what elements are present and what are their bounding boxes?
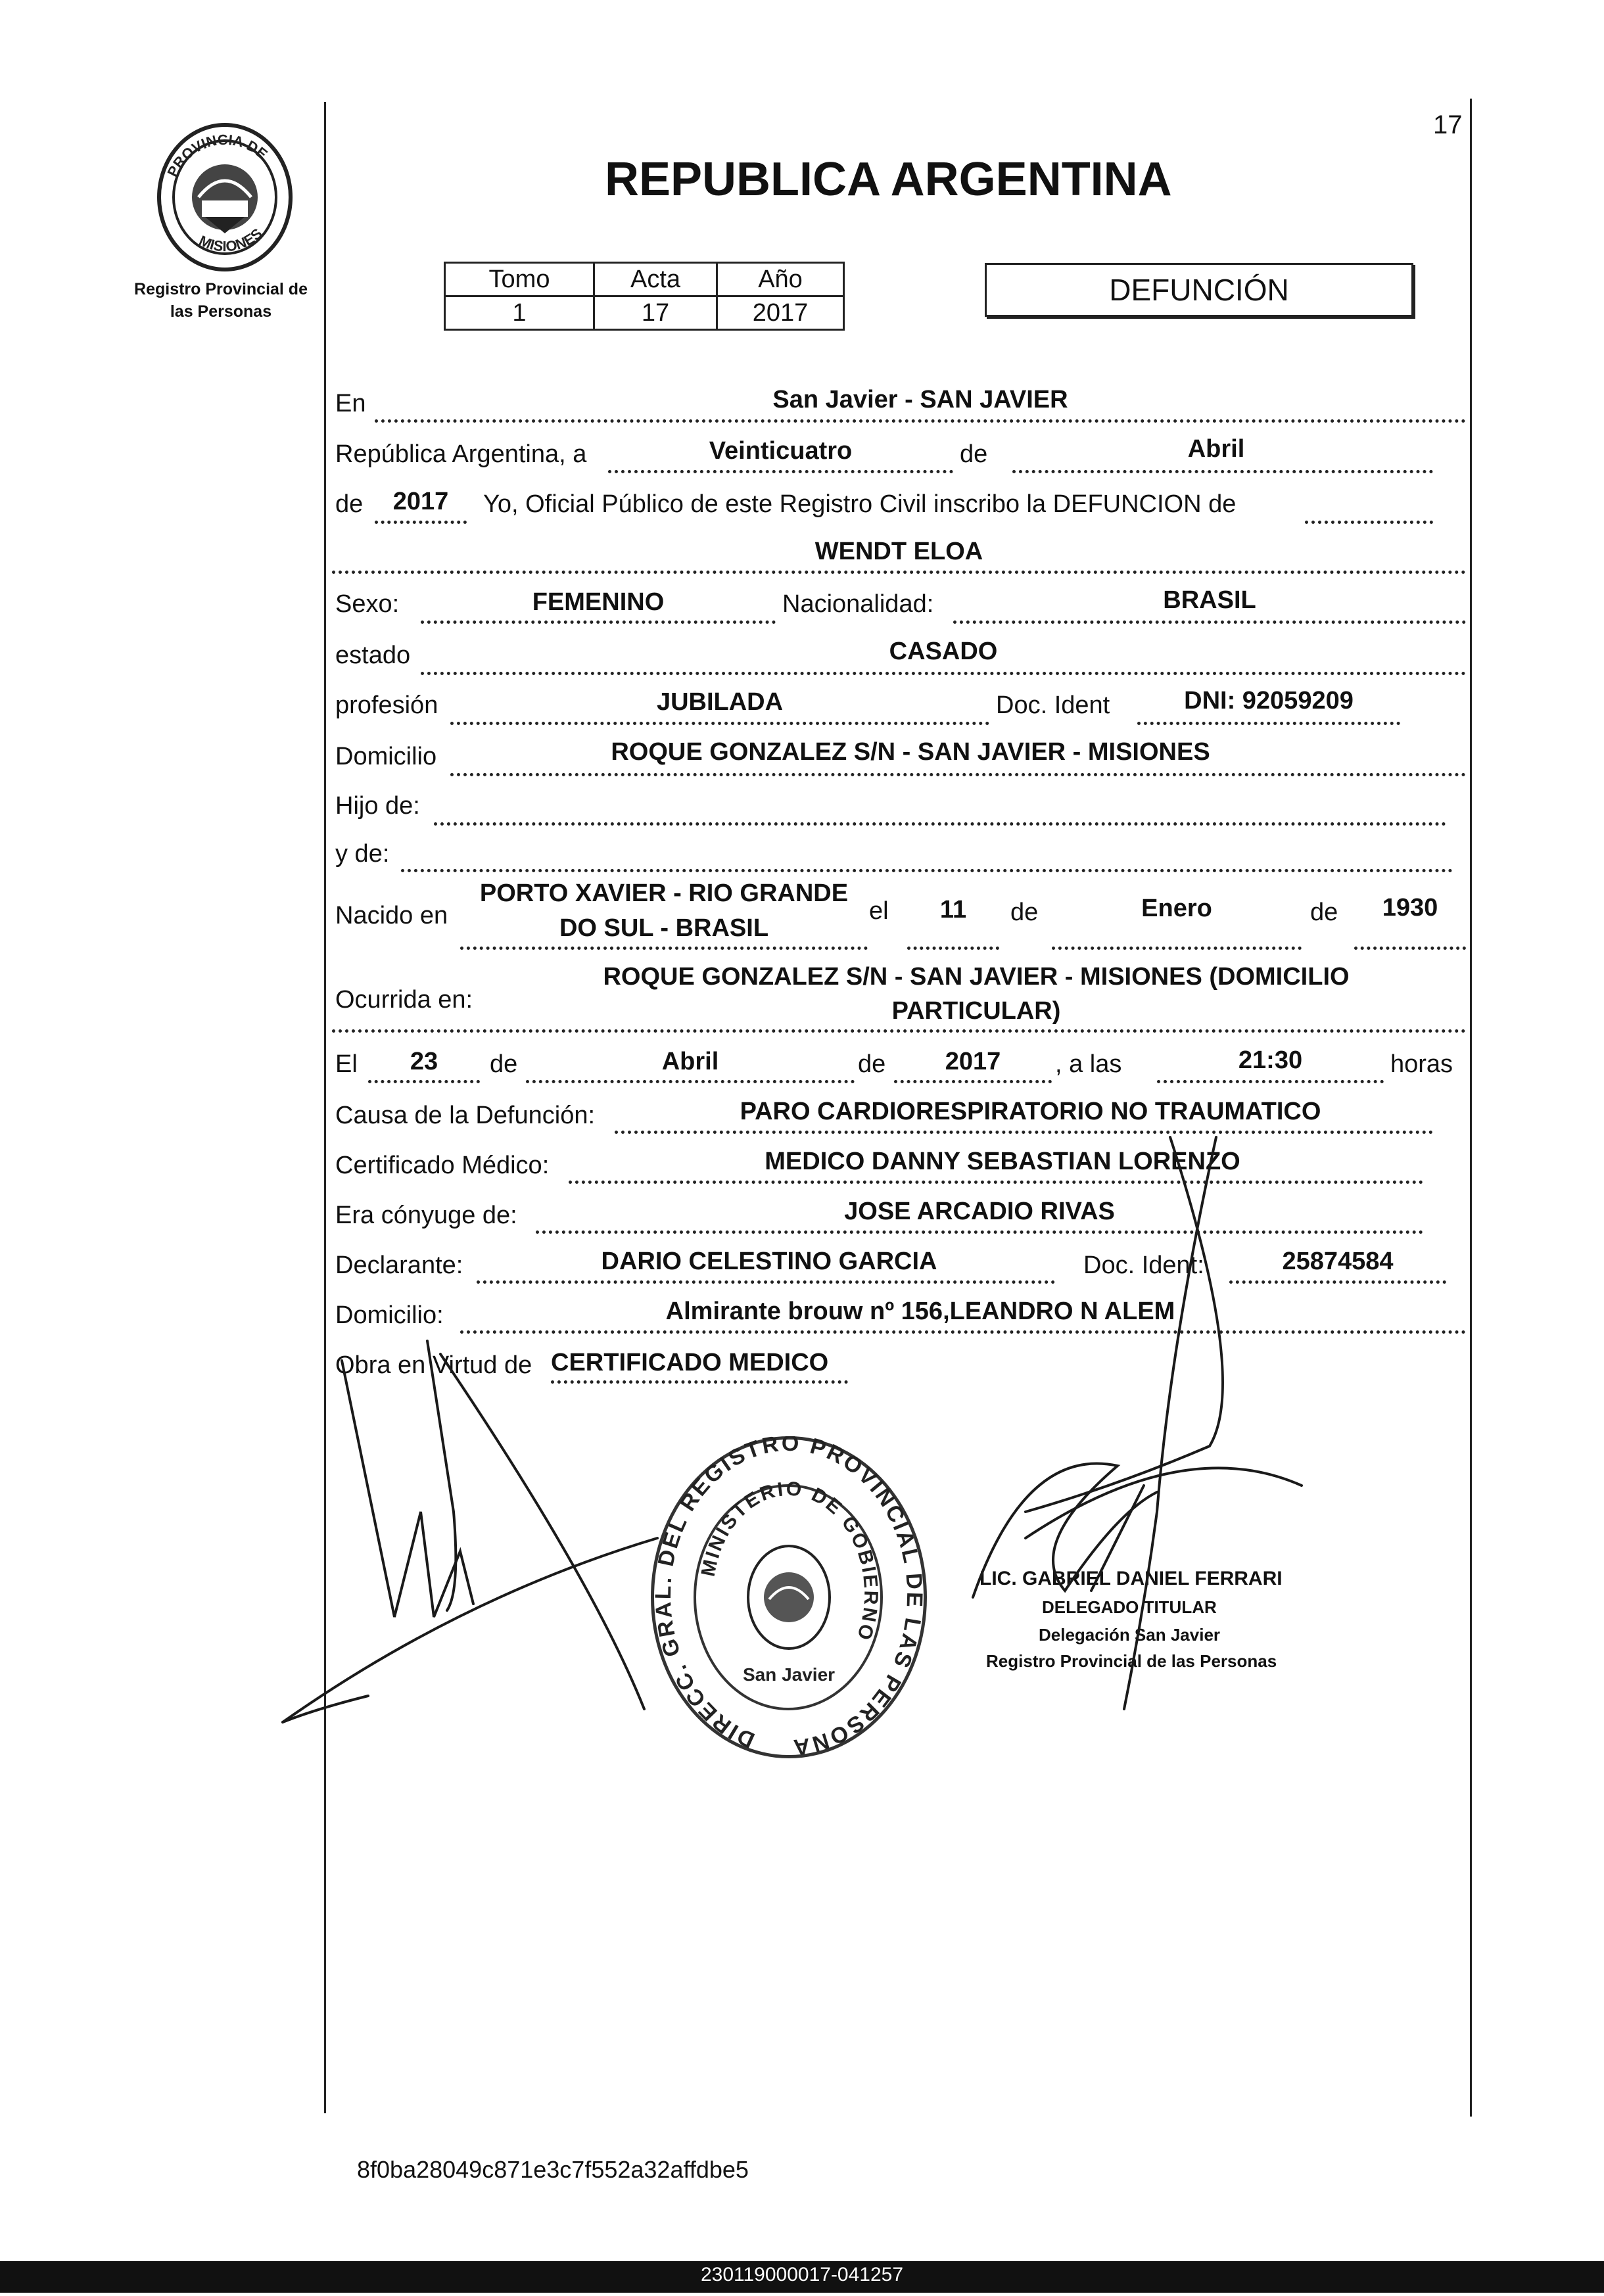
value-dni: DNI: 92059209 <box>1184 687 1354 715</box>
emblem-caption-1: Registro Provincial de <box>134 280 308 298</box>
svg-text:PROVINCIA DE: PROVINCIA DE <box>164 131 271 179</box>
value-estado: CASADO <box>889 638 998 665</box>
dots-nac-dia <box>907 947 999 950</box>
officer-registry: Registro Provincial de las Personas <box>986 1651 1277 1671</box>
dots-def-dia <box>368 1080 480 1083</box>
emblem-caption-2: las Personas <box>170 302 272 321</box>
table-header-tomo: Tomo <box>445 263 594 296</box>
label-hijo-de: Hijo de: <box>335 792 420 820</box>
left-margin-line <box>324 102 326 2113</box>
dots-causa <box>615 1131 1433 1134</box>
dots-sexo <box>421 621 776 624</box>
officer-office: Delegación San Javier <box>1039 1625 1221 1645</box>
value-def-hora: 21:30 <box>1238 1046 1303 1074</box>
value-declarante-domicilio: Almirante brouw nº 156,LEANDRO N ALEM <box>665 1298 1175 1325</box>
label-nacido-en: Nacido en <box>335 902 448 929</box>
table-value-tomo: 1 <box>445 296 594 330</box>
label-el-cap: El <box>335 1050 358 1078</box>
right-margin-line <box>1470 99 1472 2117</box>
table-value-anio: 2017 <box>717 296 844 330</box>
table-value-acta: 17 <box>594 296 717 330</box>
label-domicilio-declarante: Domicilio: <box>335 1301 444 1329</box>
value-declarante-doc: 25874584 <box>1282 1248 1394 1275</box>
footer-code: 230119000017-041257 <box>700 2264 904 2285</box>
label-en: En <box>335 390 366 417</box>
dots-dia-letras <box>608 470 953 473</box>
label-de-def-1: de <box>490 1050 518 1078</box>
dots-def-anio <box>894 1080 1052 1083</box>
label-doc-ident: Doc. Ident <box>996 691 1110 719</box>
province-emblem <box>146 118 304 276</box>
label-ocurrida-en: Ocurrida en: <box>335 986 473 1014</box>
label-sexo: Sexo: <box>335 590 400 618</box>
value-certificado: MEDICO DANNY SEBASTIAN LORENZO <box>765 1148 1240 1175</box>
dots-declarante-domicilio <box>460 1330 1466 1334</box>
value-def-anio: 2017 <box>945 1048 1001 1075</box>
label-a-las: , a las <box>1055 1050 1122 1078</box>
document-hash: 8f0ba28049c871e3c7f552a32affdbe5 <box>357 2156 749 2183</box>
dots-certificado <box>569 1181 1423 1184</box>
dots-y-de <box>401 869 1453 872</box>
label-declarante: Declarante: <box>335 1252 463 1279</box>
value-profesion: JUBILADA <box>656 688 784 716</box>
table-header-anio: Año <box>717 263 844 296</box>
value-nac-anio: 1930 <box>1382 894 1438 922</box>
dots-anio <box>375 521 467 524</box>
label-estado: estado <box>335 642 411 669</box>
label-de-nac-1: de <box>1010 899 1039 926</box>
label-profesion: profesión <box>335 691 438 719</box>
value-nac-dia: 11 <box>939 896 967 924</box>
value-def-mes: Abril <box>661 1048 719 1075</box>
dots-domicilio <box>450 773 1466 776</box>
dots-nacionalidad <box>953 621 1466 624</box>
dots-ocurrida <box>332 1029 1466 1033</box>
label-de-1: de <box>960 440 988 468</box>
dots-mes <box>1012 470 1433 473</box>
label-y-de: y de: <box>335 840 390 868</box>
value-declarante: DARIO CELESTINO GARCIA <box>601 1248 937 1275</box>
dots-def-mes <box>526 1080 855 1083</box>
value-domicilio: ROQUE GONZALEZ S/N - SAN JAVIER - MISIONES <box>611 738 1210 766</box>
label-de-def-2: de <box>858 1050 886 1078</box>
dots-conyuge <box>536 1230 1423 1234</box>
value-def-dia: 23 <box>410 1048 438 1075</box>
label-doc-ident-declarante: Doc. Ident: <box>1083 1252 1204 1279</box>
value-lugar: San Javier - SAN JAVIER <box>772 386 1068 413</box>
dots-oficial-end <box>1305 521 1433 524</box>
dots-nac-mes <box>1052 947 1302 950</box>
svg-text:DIRECC. GRAL. DEL REGISTRO PRO: DIRECC. GRAL. DEL REGISTRO PROVINCIAL DE LAS PERSONA <box>651 1436 927 1758</box>
dots-declarante <box>477 1280 1055 1284</box>
label-el: el <box>869 897 889 925</box>
value-nacido-line2: DO SUL - BRASIL <box>559 914 769 942</box>
label-oficial-text: Yo, Oficial Público de este Registro Civil inscribo la DEFUNCION de <box>483 490 1237 518</box>
label-horas: horas <box>1390 1050 1453 1078</box>
page-title: REPUBLICA ARGENTINA <box>605 153 1172 206</box>
value-dia-letras: Veinticuatro <box>709 437 853 465</box>
label-certificado: Certificado Médico: <box>335 1152 550 1179</box>
page-number: 17 <box>1433 110 1463 139</box>
official-stamp-text <box>651 1436 927 1758</box>
value-ocurrida-line2: PARTICULAR) <box>891 997 1061 1025</box>
record-type: DEFUNCIÓN <box>1109 273 1289 307</box>
value-nacido-line1: PORTO XAVIER - RIO GRANDE <box>479 879 849 907</box>
dots-lugar <box>375 419 1466 423</box>
label-causa: Causa de la Defunción: <box>335 1102 596 1129</box>
dots-nombre <box>332 571 1466 574</box>
dots-def-hora <box>1157 1080 1384 1083</box>
dots-obra <box>551 1380 848 1384</box>
dots-declarante-doc <box>1229 1280 1446 1284</box>
label-de-2: de <box>335 490 364 518</box>
officer-name: LIC. GABRIEL DANIEL FERRARI <box>979 1568 1283 1589</box>
dots-nacido <box>460 947 868 950</box>
dots-nac-anio <box>1354 947 1466 950</box>
dots-estado <box>421 672 1466 675</box>
dots-dni <box>1137 722 1400 725</box>
value-nacionalidad: BRASIL <box>1163 586 1256 614</box>
record-table <box>444 262 845 331</box>
label-de-nac-2: de <box>1310 899 1338 926</box>
officer-role: DELEGADO TITULAR <box>1042 1597 1217 1617</box>
svg-text:San Javier: San Javier <box>742 1664 836 1685</box>
value-sexo: FEMENINO <box>532 588 665 616</box>
table-header-acta: Acta <box>594 263 717 296</box>
value-obra: CERTIFICADO MEDICO <box>551 1349 829 1376</box>
label-domicilio: Domicilio <box>335 743 437 770</box>
dots-hijo-de <box>434 822 1446 826</box>
value-mes: Abril <box>1187 435 1245 463</box>
value-causa: PARO CARDIORESPIRATORIO NO TRAUMATICO <box>740 1098 1321 1125</box>
value-nombre: WENDT ELOA <box>814 538 983 565</box>
svg-text:MISIONES: MISIONES <box>196 225 266 255</box>
value-anio: 2017 <box>392 488 449 515</box>
label-obra: Obra en Virtud de <box>335 1351 532 1379</box>
svg-text:MINISTERIO DE GOBIERNO: MINISTERIO DE GOBIERNO <box>697 1478 882 1645</box>
value-ocurrida-line1: ROQUE GONZALEZ S/N - SAN JAVIER - MISIONES (DOMICILIO <box>603 963 1350 991</box>
dots-profesion <box>450 722 989 725</box>
value-conyuge: JOSE ARCADIO RIVAS <box>844 1198 1115 1225</box>
label-nacionalidad: Nacionalidad: <box>782 590 934 618</box>
label-republica-a: República Argentina, a <box>335 440 587 468</box>
value-nac-mes: Enero <box>1141 895 1212 922</box>
label-conyuge: Era cónyuge de: <box>335 1202 517 1229</box>
